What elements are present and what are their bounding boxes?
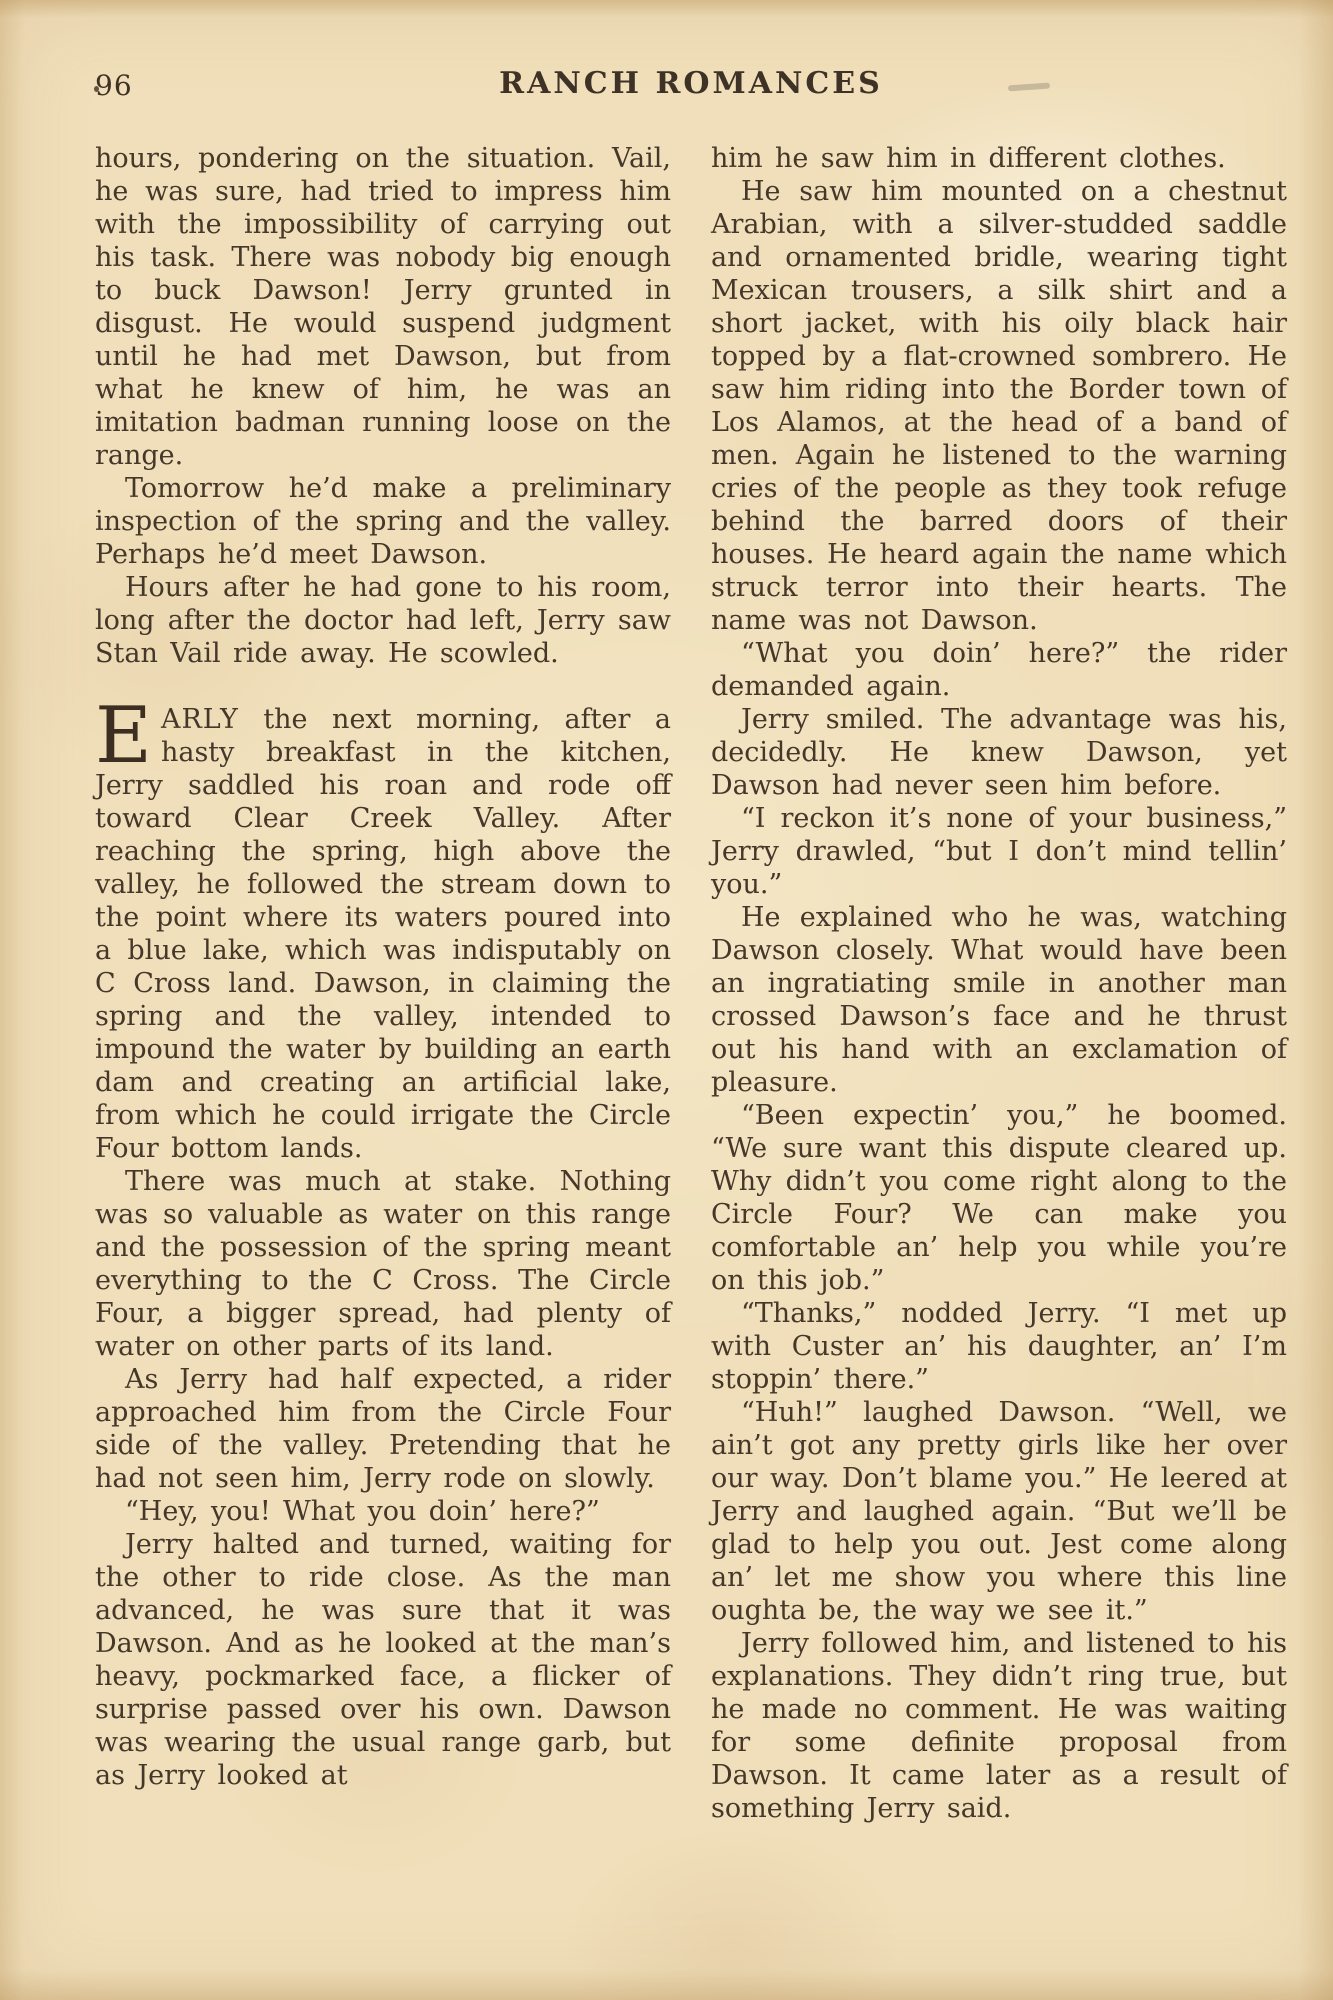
paragraph: “What you doin’ here?” the rider demanded again. [711,638,1287,702]
paragraph: He saw him mounted on a chestnut Arabian, with a silver-studded saddle and ornamented bridle, wearing tight Mexican trousers, a silk shirt and a short jacket, with his oily black hair topped by a flat-crowned sombrero. He saw him riding into the Border town of Los Alamos, at the head of a band of men. Again he listened to the warning cries of the people as they took refuge behind the barred doors of their houses. He heard again the name which struck terror into their hearts. The name was not Dawson. [711,176,1287,636]
left-column [95,142,671,1825]
paragraph: hours, pondering on the situation. Vail, he was sure, had tried to impress him with the impossibility of carrying out his task. There was nobody big enough to buck Dawson! Jerry grunted in disgust. He would suspend judgment until he had met Dawson, but from what he knew of him, he was an imitation badman running loose on the range. [95,143,671,471]
paragraph: Jerry smiled. The advantage was his, decidedly. He knew Dawson, yet Dawson had never seen him before. [711,704,1287,801]
paragraph: “Thanks,” nodded Jerry. “I met up with Custer an’ his daughter, an’ I’m stoppin’ there.” [711,1298,1287,1395]
running-head [95,66,1287,106]
text-block [95,142,1287,1825]
paragraph-with-drop-cap [95,691,671,1165]
page-number: 96 [95,69,133,102]
paragraph: Hours after he had gone to his room, long after the doctor had left, Jerry saw Stan Vail ride away. He scowled. [95,572,671,669]
paragraph: him he saw him in different clothes. [711,143,1226,174]
paragraph: Jerry followed him, and listened to his explanations. They didn’t ring true, but he made no comment. He was waiting for some definite proposal from Dawson. It came later as a result of something Jerry said. [711,1628,1287,1824]
paragraph: There was much at stake. Nothing was so valuable as water on this range and the possession of the spring meant everything to the C Cross. The Circle Four, a bigger spread, had plenty of water on other parts of its land. [95,1166,671,1362]
paragraph: He explained who he was, watching Dawson closely. What would have been an ingratiating smile in another man crossed Dawson’s face and he thrust out his hand with an exclamation of pleasure. [711,902,1287,1098]
paragraph: “I reckon it’s none of your business,” Jerry drawled, “but I don’t mind tellin’ you.” [711,803,1287,900]
paragraph: “Been expectin’ you,” he boomed. “We sure want this dispute cleared up. Why didn’t you come right along to the Circle Four? We can make you comfortable an’ help you while you’re on this job.” [711,1100,1287,1296]
paragraph: Tomorrow he’d make a preliminary inspection of the spring and the valley. Perhaps he’d meet Dawson. [95,473,671,570]
paragraph: Jerry halted and turned, waiting for the other to ride close. As the man advanced, he was sure that it was Dawson. And as he looked at the man’s heavy, pockmarked face, a flicker of surprise passed over his own. Dawson was wearing the usual range garb, but as Jerry looked at [95,1529,671,1791]
drop-cap-word-rest: ARLY [160,704,239,735]
paragraph-text: the next morning, after a hasty breakfast in the kitchen, Jerry saddled his roan and rode off toward Clear Creek Valley. After reaching the spring, high above the valley, he followed the stream down to the point where its waters poured into a blue lake, which was indisputably on C Cross land. Dawson, in claiming the spring and the valley, intended to impound the water by building an earth dam and creating an artificial lake, from which he could irrigate the Circle Four bottom lands. [95,704,671,1164]
page-title: RANCH ROMANCES [499,66,883,101]
drop-cap-letter: E [95,691,152,781]
right-column [711,142,1287,1825]
paragraph: “Huh!” laughed Dawson. “Well, we ain’t got any pretty girls like her over our way. Don’t blame you.” He leered at Jerry and laughed again. “But we’ll be glad to help you out. Jest come along an’ let me show you where this line oughta be, the way we see it.” [711,1397,1287,1626]
paragraph: “Hey, you! What you doin’ here?” [125,1496,600,1527]
paragraph: As Jerry had half expected, a rider approached him from the Circle Four side of the valley. Pretending that he had not seen him, Jerry rode on slowly. [95,1364,671,1494]
